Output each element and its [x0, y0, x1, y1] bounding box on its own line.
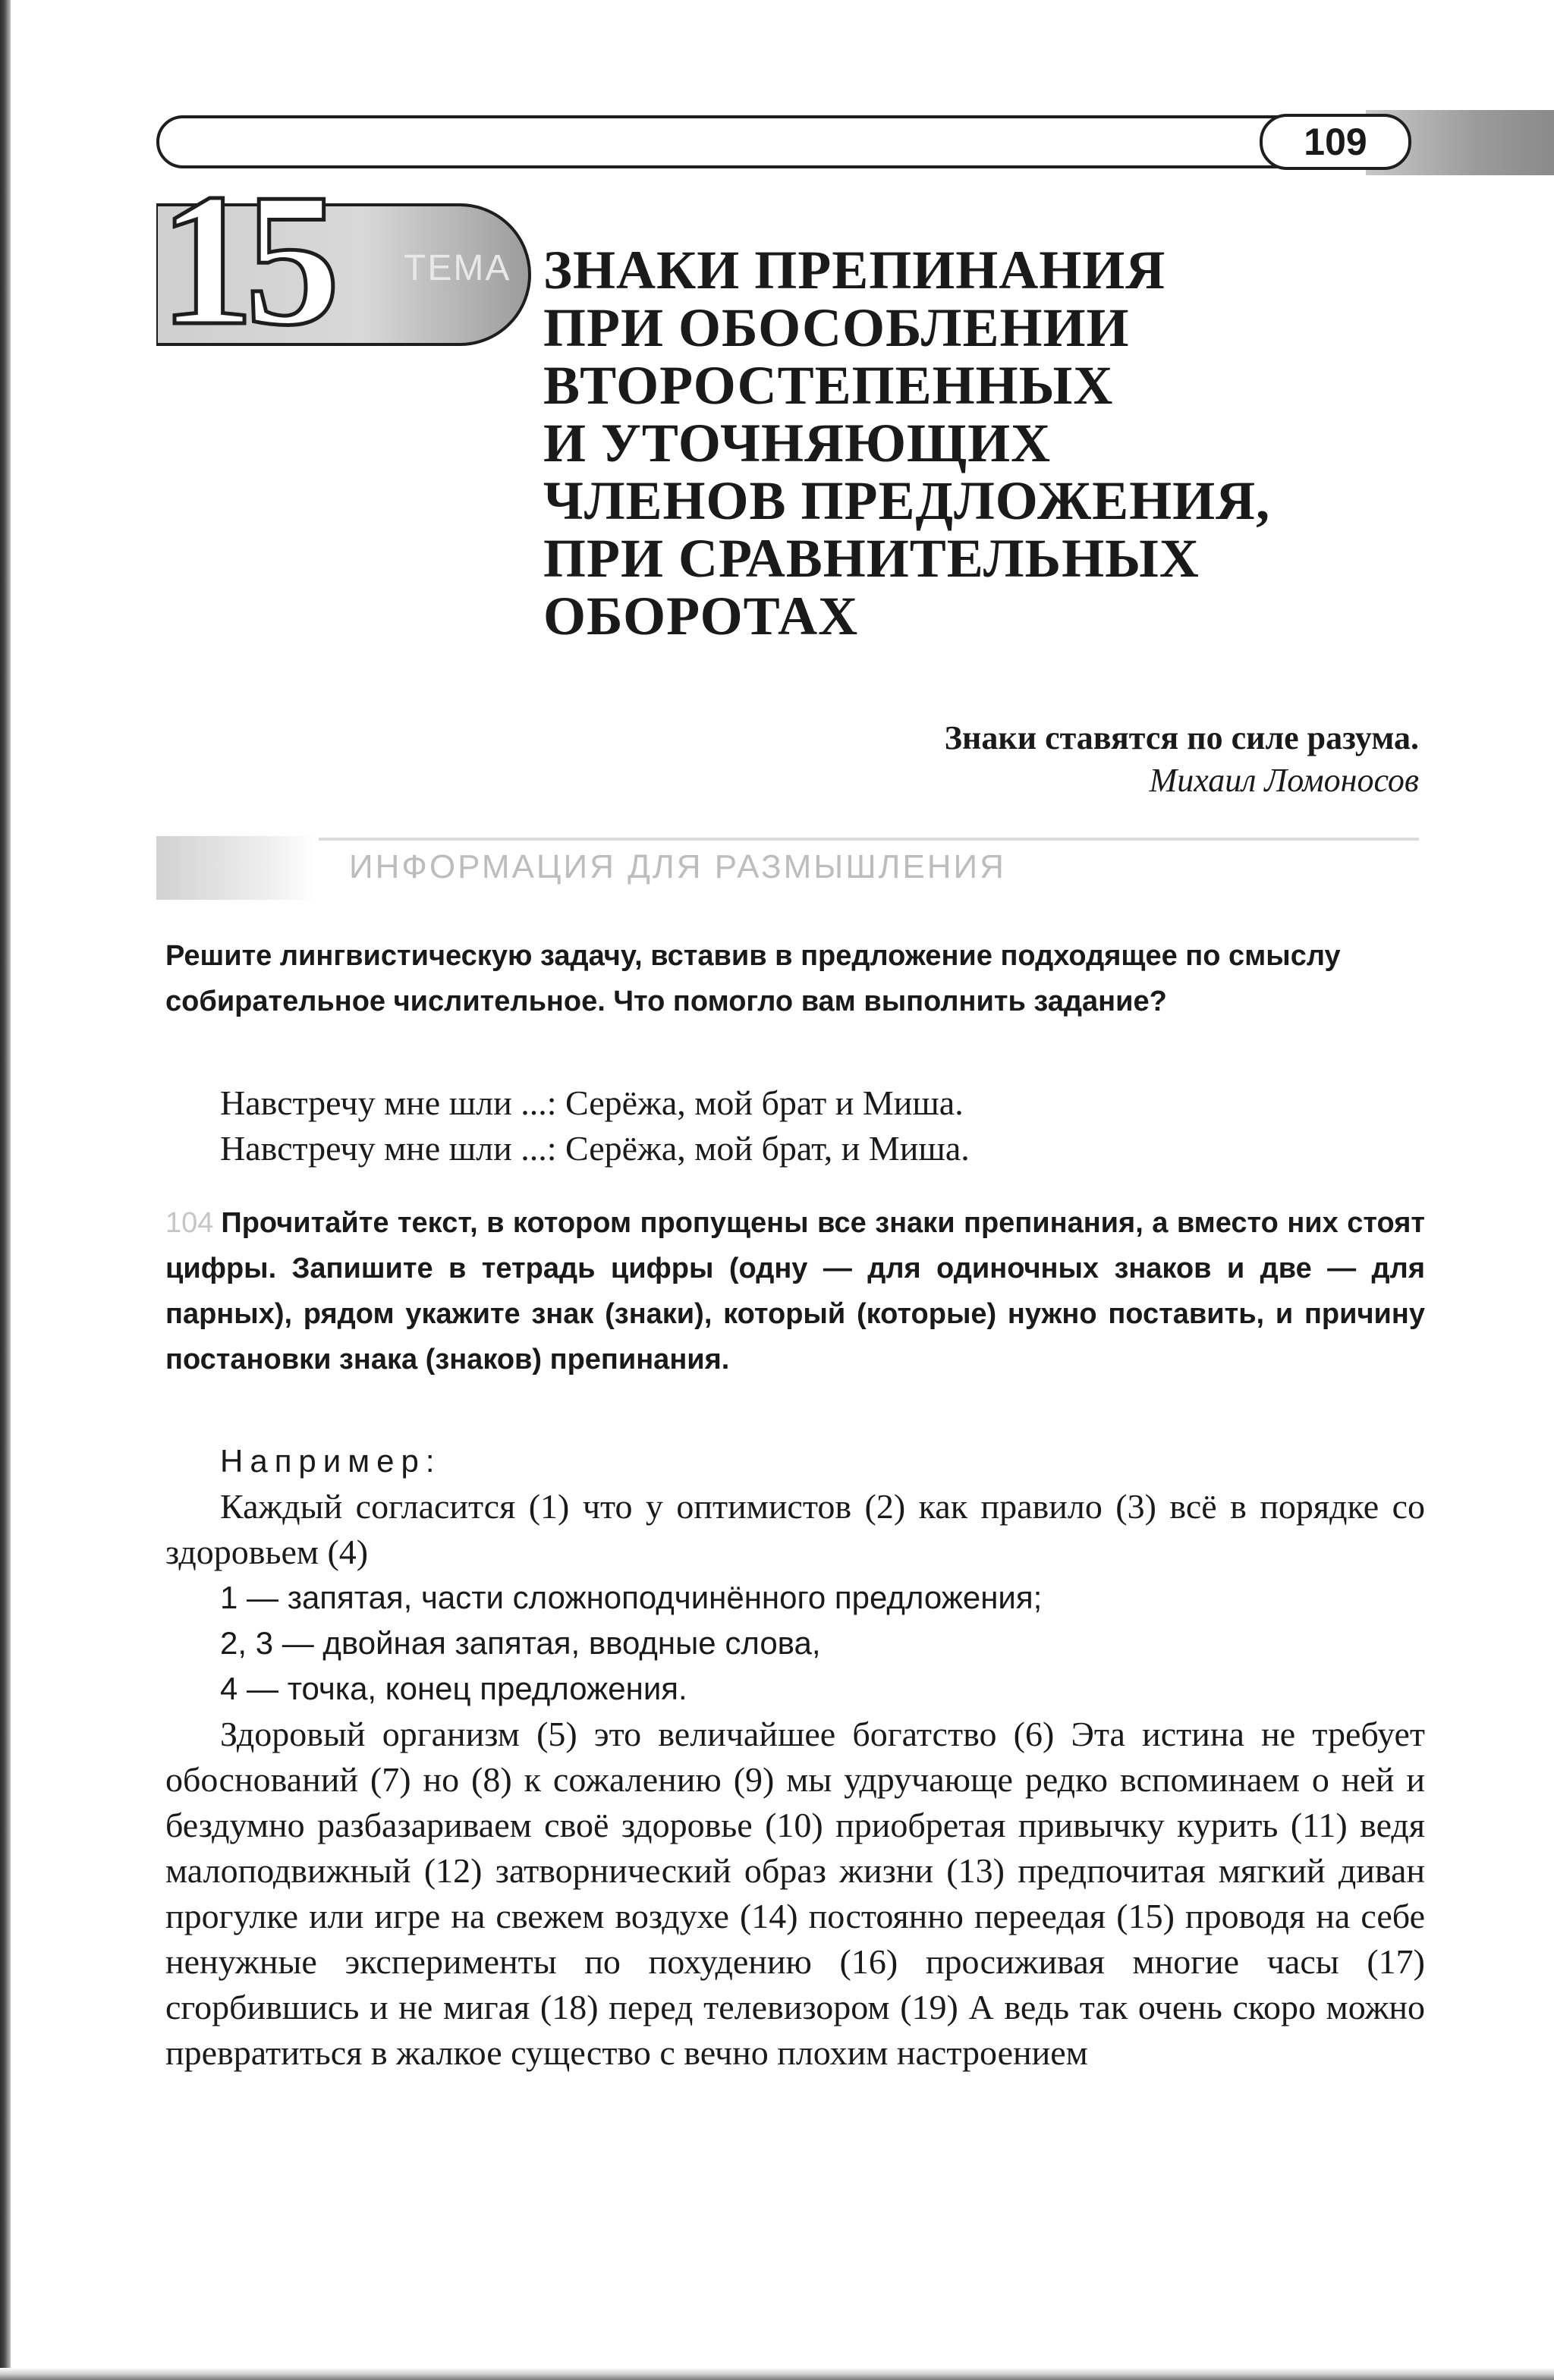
exercise-instructions-text: Прочитайте текст, в котором пропущены все знаки препинания, а вместо них стоят цифры. Запишите в тетрадь цифры (одну — для одиночных знаков и две — для парных), рядом укажите знак (знаки), который (которые) нужно поставить, и причину постановки знака (знаков) препинания.: [165, 1207, 1425, 1375]
header-bar: [156, 115, 1396, 168]
page-number-box: [1260, 114, 1411, 170]
example-note: 4 — точка, конец предложения.: [220, 1671, 687, 1706]
page-number: 109: [1304, 121, 1367, 163]
chapter-title: [543, 241, 1454, 645]
task-example-sentence: Навстречу мне шли ...: Серёжа, мой брат, и Миша.: [220, 1129, 970, 1168]
chapter-title-line: ПРИ ОБОСОБЛЕНИИ: [543, 297, 1130, 358]
epigraph: [945, 717, 1419, 802]
chapter-title-line: ПРИ СРАВНИТЕЛЬНЫХ: [543, 528, 1200, 589]
exercise-number: 104: [165, 1207, 214, 1239]
section-title: ИНФОРМАЦИЯ ДЛЯ РАЗМЫШЛЕНИЯ: [349, 848, 1006, 885]
example-note: 2, 3 — двойная запятая, вводные слова,: [220, 1625, 821, 1661]
chapter-title-line: ВТОРОСТЕПЕННЫХ: [543, 355, 1114, 416]
example-sentence: Каждый согласится (1) что у оптимистов (2) как правило (3) всё в порядке со здоровьем (4): [165, 1487, 1425, 1571]
example-label: Например:: [220, 1443, 442, 1479]
chapter-title-line: ЧЛЕНОВ ПРЕДЛОЖЕНИЯ,: [543, 470, 1271, 531]
theme-number: 15: [159, 155, 331, 365]
task-example-sentence: Навстречу мне шли ...: Серёжа, мой брат и Миша.: [220, 1083, 964, 1122]
exercise-text: Здоровый организм (5) это величайшее богатство (6) Эта истина не требует обоснований (7) но (8) к сожалению (9) мы удручающе редко вспоминаем о ней и бездумно разбазариваем своё здоровье (10) приобретая привычку курить (11) ведя малоподвижный (12) затворнический образ жизни (13) предпочитая мягкий диван прогулке или игре на свежем воздухе (14) постоянно переедая (15) проводя на себе ненужные эксперименты по похудению (16) просиживая многие часы (17) сгорбившись и не мигая (18) перед телевизором (19) А ведь так очень скоро можно превратиться в жалкое существо с вечно плохим настроением: [165, 1715, 1425, 2072]
section-marker: [156, 836, 316, 900]
example-note: 1 — запятая, части сложноподчинённого предложения;: [220, 1580, 1043, 1615]
chapter-title-line: ОБОРОТАХ: [543, 586, 859, 646]
task-text: Решите лингвистическую задачу, вставив в предложение подходящее по смыслу собирательное числительное. Что помогло вам выполнить задание?: [165, 940, 1341, 1017]
epigraph-quote: Знаки ставятся по силе разума.: [944, 719, 1419, 756]
page-edge-shadow: [0, 0, 11, 2380]
exercise-instructions: [165, 1200, 1425, 1382]
chapter-title-line: ЗНАКИ ПРЕПИНАНИЯ: [543, 240, 1166, 300]
chapter-title-line: И УТОЧНЯЮЩИХ: [543, 413, 1052, 473]
page-edge-bottom: [0, 2368, 1554, 2380]
theme-word: ТЕМА: [404, 248, 511, 288]
section-divider: [319, 838, 1419, 841]
epigraph-author: Михаил Ломоносов: [1149, 762, 1419, 799]
